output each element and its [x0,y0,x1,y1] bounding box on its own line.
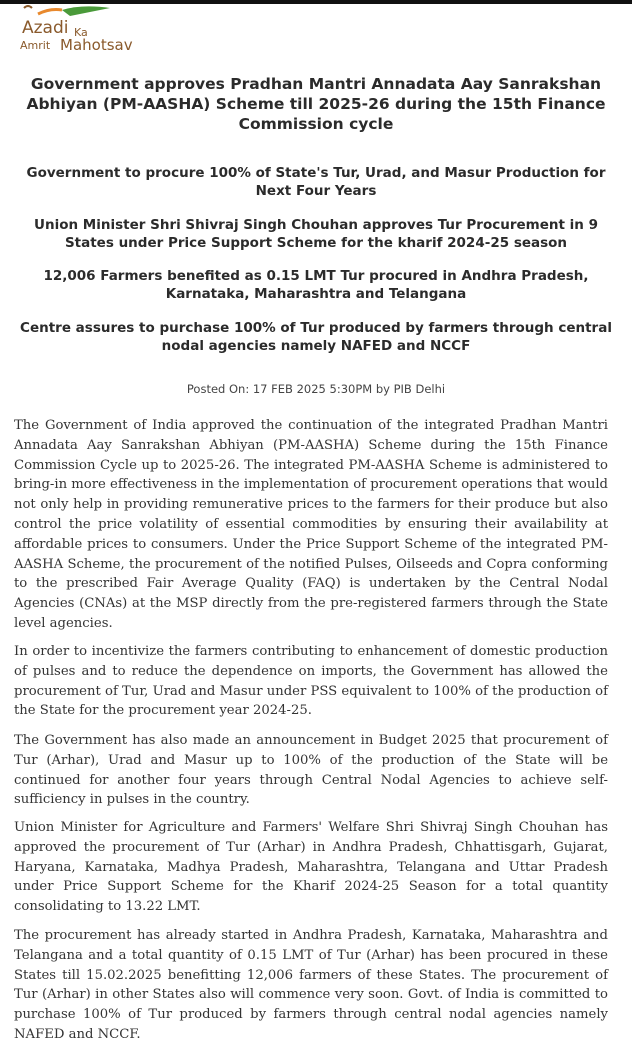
page-title: Government approves Pradhan Mantri Annadata Aay Sanrakshan Abhiyan (PM-AASHA) Scheme till 2025-26 during the 15th Finance Commission cycle [26,75,606,133]
body-paragraph-1: The Government of India approved the continuation of the integrated Pradhan Mantri Annadata Aay Sanrakshan Abhiyan (PM-AASHA) Scheme during the 15th Finance Commission Cycle up to 2025-26. The integrated PM-AASHA Scheme is administered to bring-in more effectiveness in the implementation of procurement operations that would not only help in providing remunerative prices to the farmers for their produce but also control the price volatility of essential commodities by ensuring their availability at affordable prices to consumers. Under the Price Support Scheme of the integrated PM-AASHA Scheme, the procurement of the notified Pulses, Oilseeds and Copra conforming to the prescribed Fair Average Quality (FAQ) is undertaken by the Central Nodal Agencies (CNAs) at the MSP directly from the pre-registered farmers through the State level agencies. [14,418,608,631]
logo-text-mahotsav: Mahotsav [60,36,133,54]
subheading-1: Government to procure 100% of State's Tur, Urad, and Masur Production for Next Four Years [26,165,606,199]
logo-text-azadi: Azadi [22,18,69,38]
azadi-ka-amrit-mahotsav-logo [10,4,160,58]
subheading-3: 12,006 Farmers benefited as 0.15 LMT Tur procured in Andhra Pradesh, Karnataka, Maharashtra and Telangana [43,268,589,302]
subheading-2: Union Minister Shri Shivraj Singh Chouhan approves Tur Procurement in 9 States under Price Support Scheme for the kharif 2024-25 season [34,217,598,251]
posted-on-line: Posted On: 17 FEB 2025 5:30PM by PIB Delhi [186,382,446,396]
subheading-4: Centre assures to purchase 100% of Tur produced by farmers through central nodal agencies namely NAFED and NCCF [20,320,612,354]
body-paragraph-2: In order to incentivize the farmers contributing to enhancement of domestic production of pulses and to reduce the dependence on imports, the Government has allowed the procurement of Tur, Urad and Masur under PSS equivalent to 100% of the production of the State for the procurement year 2024-25. [14,644,608,719]
logo-text-amrit: Amrit [20,39,51,52]
logo-text-ka: Ka [74,26,88,39]
body-paragraph-3: The Government has also made an announcement in Budget 2025 that procurement of Tur (Arhar), Urad and Masur up to 100% of the production of the State will be continued for another four years through Central Nodal Agencies to achieve self- sufficiency in pulses in the country. [14,733,608,808]
body-paragraph-4: Union Minister for Agriculture and Farmers' Welfare Shri Shivraj Singh Chouhan has approved the procurement of Tur (Arhar) in Andhra Pradesh, Chhattisgarh, Gujarat, Haryana, Karnataka, Madhya Pradesh, Maharashtra, Telangana and Uttar Pradesh under Price Support Scheme for the Kharif 2024-25 Season for a total quantity consolidating to 13.22 LMT. [14,820,608,915]
body-paragraph-5: The procurement has already started in Andhra Pradesh, Karnataka, Maharashtra and Telangana and a total quantity of 0.15 LMT of Tur (Arhar) has been procured in these States till 15.02.2025 benefitting 12,006 farmers of these States. The procurement of Tur (Arhar) in other States also will commence very soon. Govt. of India is committed to purchase 100% of Tur produced by farmers through central nodal agencies namely NAFED and NCCF. [14,928,608,1042]
